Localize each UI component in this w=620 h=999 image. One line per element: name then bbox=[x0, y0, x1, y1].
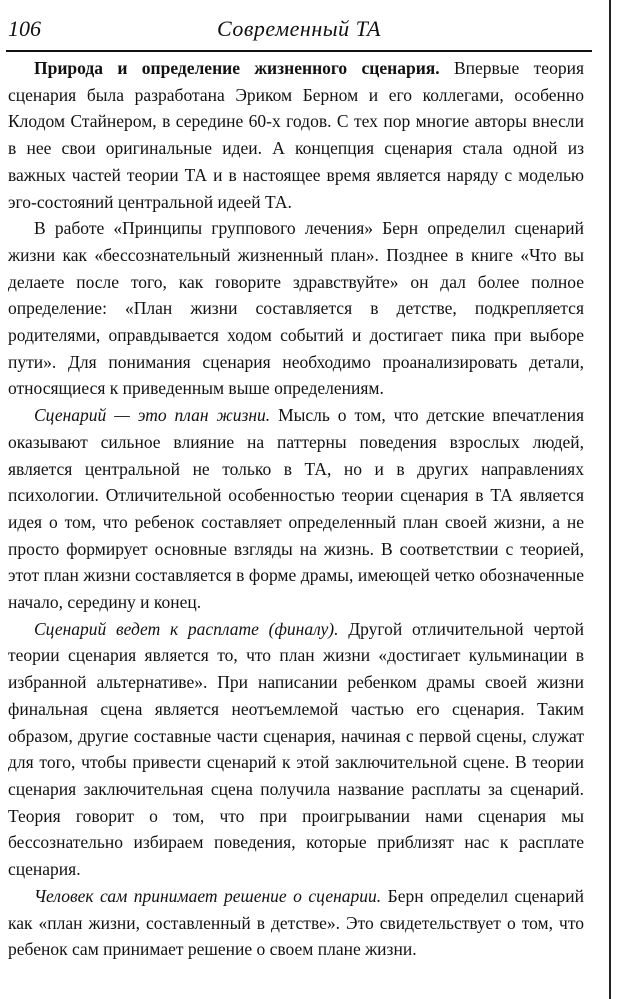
paragraph-heading: Природа и определение жизненного сценария. bbox=[34, 58, 440, 78]
paragraph-heading: Сценарий ведет к расплате (финалу). bbox=[34, 618, 339, 639]
paragraph-decision bbox=[8, 883, 584, 963]
paragraph-payoff bbox=[8, 616, 584, 883]
page-header bbox=[6, 10, 592, 52]
paragraph-text: Другой отличительной чертой теории сценария является то, что план жизни «достигает кульминации в избранной альтернативе». При написании ребенком драмы своей жизни финальная сцена является неотъемлемой частью его сценария. Таким образом, другие составные части сценария, начиная с первой сцены, служат для того, чтобы привести сценарий к этой заключительной сцене. В теории сценария заключительная сцена получила название расплаты за сценарий. Теория говорит о том, что при проигрывании нами сценария мы бессознательно избираем поведения, которые приблизят нас к расплате сценария. bbox=[8, 618, 584, 880]
page-number: 106 bbox=[8, 16, 41, 41]
paragraph-heading: Сценарий — это план жизни. bbox=[34, 405, 271, 426]
paragraph-life-plan bbox=[8, 402, 584, 616]
page-edge-rule bbox=[609, 0, 611, 999]
page-body bbox=[8, 55, 584, 963]
paragraph-text: В работе «Принципы группового лечения» Берн определил сценарий жизни как «бессознательный жизненный план». Позднее в книге «Что вы делаете после того, как говорите здравствуйте» он дал более полное определение: «План жизни составляется в детстве, подкрепляется родителями, оправдывается ходом событий и достигает пика при выборе пути». Для понимания сценария необходимо проанализировать детали, относящиеся к приведенным выше определениям. bbox=[8, 218, 584, 399]
paragraph-text: Мысль о том, что детские впечатления оказывают сильное влияние на паттерны поведения взрослых людей, является центральной не только в ТА, но и в других направлениях психологии. Отличительной особенностью теории сценария в ТА является идея о том, что ребенок составляет определенный план своей жизни, а не просто формирует основные взгляды на жизнь. В соответствии с теорией, этот план жизни составляется в форме драмы, имеющей четко обозначенные начало, середину и конец. bbox=[8, 405, 584, 613]
paragraph-script-definition bbox=[8, 55, 584, 215]
paragraph-berne-definition bbox=[8, 215, 584, 402]
paragraph-text: Берн определил сценарий как «план жизни, составленный в детстве». Это свидетельствует о том, что ребенок сам принимает решение о своем плане жизни. bbox=[8, 885, 584, 960]
paragraph-heading: Человек сам принимает решение о сценарии. bbox=[34, 885, 382, 906]
running-title: Современный ТА bbox=[217, 16, 381, 41]
paragraph-text: Впервые теория сценария была разработана Эриком Берном и его коллегами, особенно Клодом Стайнером, в середине 60-х годов. С тех пор многие авторы внесли в нее свои оригинальные идеи. А концепция сценария стала одной из важных частей теории ТА и в настоящее время является наряду с моделью эго-состояний центральной идеей ТА. bbox=[8, 58, 584, 212]
